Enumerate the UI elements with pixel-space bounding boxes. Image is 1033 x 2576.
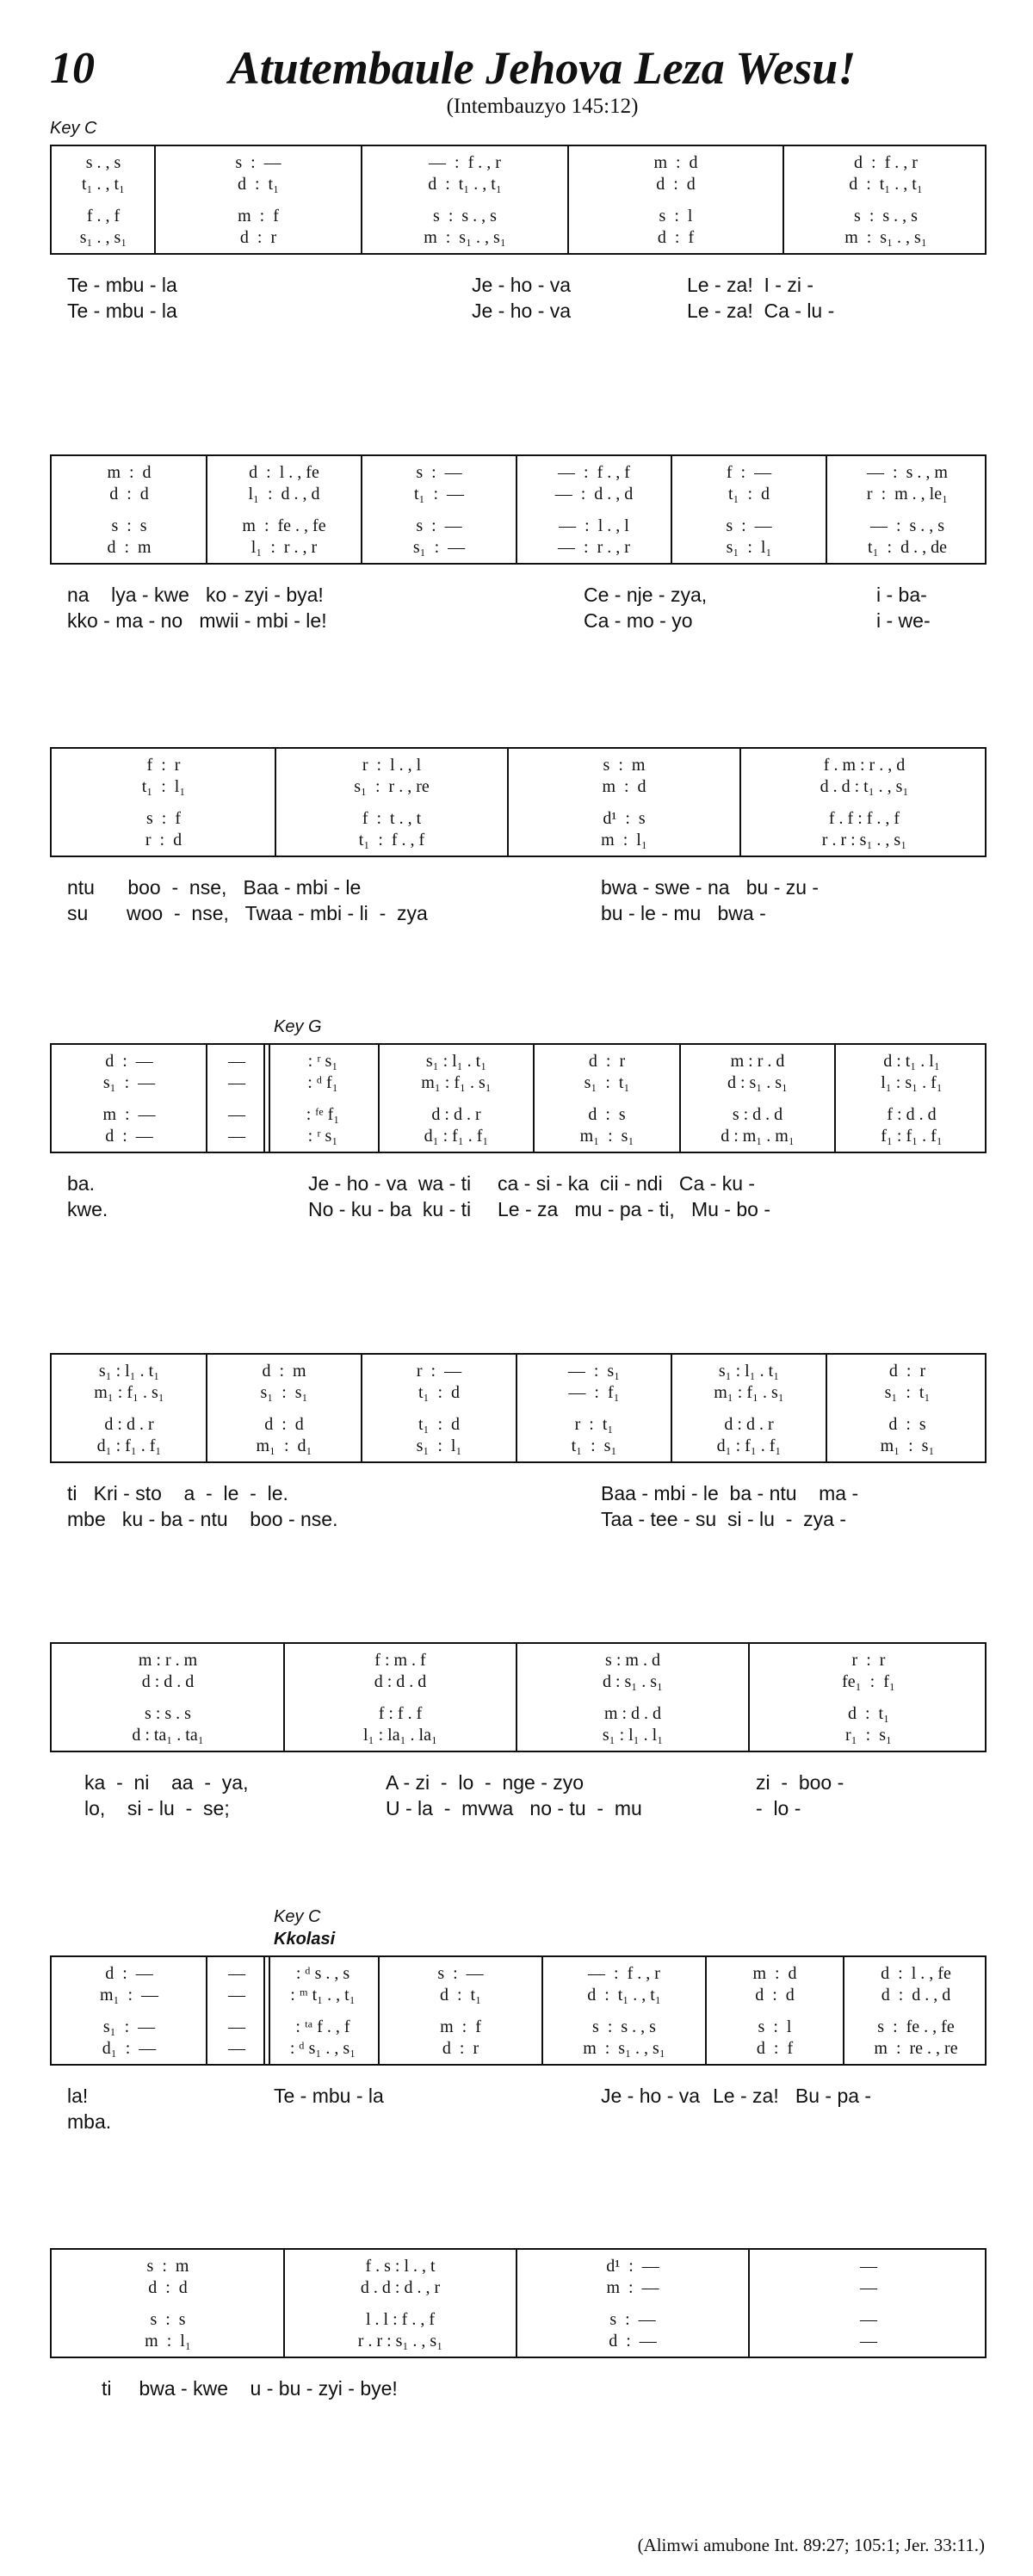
solfa-voice-line: d : — <box>105 1127 153 1146</box>
solfa-voice-line: l₁ : d . , d <box>248 485 320 503</box>
measure <box>508 749 740 856</box>
solfa-voice-line: d : m <box>107 538 152 557</box>
solfa-voice-line: d : s₁ . s₁ <box>727 1073 789 1092</box>
lyric-phrase: Baa - mbi - le ba - ntu ma - <box>601 1482 859 1504</box>
lyric-phrase: ca - si - ka cii - ndi Ca - ku - <box>498 1172 756 1195</box>
solfa-voice-line: f . f : f . , f <box>828 809 900 828</box>
solfa-voice-line: d : r <box>239 228 277 247</box>
lyrics-verse-1 <box>50 1172 987 1198</box>
lyric-phrase: i - ba- <box>876 584 927 606</box>
solfa-voice-line: d : — <box>609 2332 657 2351</box>
music-system <box>50 454 987 661</box>
solfa-voice-line: d : d . r <box>431 1105 481 1124</box>
measure <box>52 1957 207 2064</box>
solfa-voice-line: f . s : l . , t <box>365 2257 436 2276</box>
solfa-voice-line: s : s . , s <box>592 2017 656 2036</box>
solfa-voice-line: s : — <box>416 516 462 535</box>
solfa-voice-line: m : d <box>107 463 152 482</box>
solfa-voice-line: — : f . , r <box>588 1964 660 1983</box>
solfa-voice-line: — : f₁ <box>568 1383 620 1402</box>
music-system <box>50 2248 987 2455</box>
solfa-voice-line: — <box>228 1052 245 1071</box>
solfa-voice-line: : ʳ s₁ <box>307 1127 338 1146</box>
measure <box>379 1957 542 2064</box>
solfa-voice-line: : ᵈ s . , s <box>295 1964 350 1983</box>
solfa-voice-line: m₁ : f₁ . s₁ <box>421 1073 492 1092</box>
lyric-phrase: i - we- <box>876 609 931 632</box>
solfa-voice-line: d¹ : — <box>606 2257 659 2276</box>
lyric-phrase: Je - ho - va wa - ti <box>308 1172 472 1195</box>
solfa-voice-line: : ᵈ f₁ <box>307 1073 338 1092</box>
notation-staff <box>50 1642 987 1752</box>
measure <box>207 1957 267 2064</box>
solfa-voice-line: l₁ : la₁ . la₁ <box>363 1726 437 1745</box>
solfa-voice-line: f₁ : f₁ . f₁ <box>881 1127 943 1146</box>
measure <box>568 146 783 253</box>
solfa-voice-line: — <box>860 2332 877 2351</box>
solfa-voice-line: m : l₁ <box>601 831 647 849</box>
solfa-voice-line: m₁ : s₁ <box>579 1127 634 1146</box>
measure <box>275 749 508 856</box>
measure <box>749 1644 988 1751</box>
solfa-voice-line: s : s . , s <box>854 207 918 225</box>
measure <box>783 146 988 253</box>
lyrics-verse-1 <box>50 584 987 609</box>
lyrics-verse-2 <box>50 1508 987 1534</box>
lyric-phrase: su woo - nse, Twaa - mbi - li - zya <box>67 902 428 924</box>
measure <box>207 456 362 563</box>
solfa-voice-line: t₁ : d . , de <box>868 538 947 557</box>
solfa-voice-line: f . , f <box>86 207 121 225</box>
measure <box>267 1045 379 1152</box>
measure <box>52 1355 207 1461</box>
solfa-voice-line: d : d <box>755 1986 795 2005</box>
measure <box>267 1957 379 2064</box>
solfa-voice-line: m : r . d <box>730 1052 785 1071</box>
lyric-phrase: Je - ho - va <box>472 274 572 296</box>
solfa-voice-line: s : l <box>758 2017 792 2036</box>
solfa-voice-line: m₁ : f₁ . s₁ <box>94 1383 164 1402</box>
lyric-phrase: ti bwa - kwe u - bu - zyi - bye! <box>102 2377 398 2400</box>
solfa-voice-line: t₁ : s₁ <box>571 1436 617 1455</box>
solfa-voice-line: d : t₁ . , t₁ <box>428 175 502 194</box>
song-scripture-reference: (Intembauzyo 145:12) <box>446 95 639 118</box>
solfa-voice-line: d : t₁ . l₁ <box>883 1052 940 1071</box>
lyric-phrase: Te - mbu - la <box>274 2085 384 2107</box>
solfa-voice-line: m : f <box>238 207 279 225</box>
solfa-voice-line: d : t₁ <box>847 1704 890 1723</box>
solfa-voice-line: s₁ : — <box>412 538 466 557</box>
solfa-voice-line: s₁ : s₁ <box>260 1383 308 1402</box>
measure <box>207 1355 362 1461</box>
lyric-phrase: bu - le - mu bwa - <box>601 902 766 924</box>
solfa-voice-line: s : — <box>437 1964 484 1983</box>
solfa-voice-line: r : r <box>851 1651 886 1670</box>
measure <box>284 2250 516 2357</box>
solfa-voice-line: — : s . , m <box>867 463 948 482</box>
solfa-voice-line: d : d <box>109 485 149 503</box>
measure <box>749 2250 988 2357</box>
solfa-voice-line: r₁ : s₁ <box>845 1726 892 1745</box>
solfa-voice-line: m : d <box>752 1964 797 1983</box>
solfa-voice-line: — <box>228 1986 245 2005</box>
solfa-voice-line: d : r <box>888 1362 926 1381</box>
solfa-voice-line: s : m <box>146 2257 189 2276</box>
measure <box>680 1045 835 1152</box>
solfa-voice-line: m : d . d <box>603 1704 662 1723</box>
notation-staff <box>50 1955 987 2066</box>
section-label: Kkolasi <box>274 1930 336 1949</box>
solfa-voice-line: — : r . , r <box>558 538 630 557</box>
solfa-voice-line: s : — <box>726 516 772 535</box>
solfa-voice-line: t₁ : f . , f <box>358 831 425 849</box>
measure <box>52 146 155 253</box>
lyric-phrase: Te - mbu - la <box>67 300 177 322</box>
solfa-voice-line: s₁ : l₁ . t₁ <box>425 1052 487 1071</box>
music-system <box>50 1907 987 2162</box>
solfa-voice-line: : ᶠᵉ f₁ <box>306 1105 340 1124</box>
measure <box>826 456 988 563</box>
song-number: 10 <box>50 44 95 93</box>
solfa-voice-line: r . r : s₁ . , s₁ <box>357 2332 443 2351</box>
lyrics-verse-1 <box>50 2377 987 2403</box>
solfa-voice-line: s₁ . , s₁ <box>79 228 127 247</box>
solfa-voice-line: d₁ : f₁ . f₁ <box>424 1127 489 1146</box>
lyric-phrase: Ce - nje - zya, <box>584 584 708 606</box>
measure <box>52 456 207 563</box>
solfa-voice-line: d : l . , fe <box>881 1964 951 1983</box>
measure <box>671 1355 826 1461</box>
solfa-voice-line: t₁ : d <box>418 1383 461 1402</box>
solfa-voice-line: d : d <box>656 175 696 194</box>
solfa-voice-line: f : r <box>146 756 181 775</box>
solfa-voice-line: : ᵈ s₁ . , s₁ <box>289 2039 356 2058</box>
solfa-voice-line: d : f <box>657 228 695 247</box>
solfa-voice-line: : ᵐ t₁ . , t₁ <box>290 1986 356 2005</box>
solfa-voice-line: m₁ : s₁ <box>880 1436 935 1455</box>
solfa-voice-line: d : t₁ . , t₁ <box>849 175 923 194</box>
measure <box>534 1045 680 1152</box>
solfa-voice-line: f : — <box>726 463 772 482</box>
solfa-voice-line: f : m . f <box>374 1651 426 1670</box>
solfa-voice-line: — : s . , s <box>869 516 945 535</box>
solfa-voice-line: t₁ : l₁ <box>141 777 186 796</box>
key-signature-label: Key C <box>274 1907 321 1926</box>
lyrics-verse-1 <box>50 876 987 902</box>
solfa-voice-line: s₁ : — <box>102 1073 156 1092</box>
lyrics-verse-2 <box>50 300 987 325</box>
lyric-phrase: No - ku - ba ku - ti <box>308 1198 472 1220</box>
measure <box>52 1045 207 1152</box>
solfa-voice-line: d : l . , fe <box>249 463 319 482</box>
solfa-voice-line: s : s <box>150 2310 186 2329</box>
measure <box>835 1045 988 1152</box>
measure <box>826 1355 988 1461</box>
solfa-voice-line: r : l . , l <box>362 756 422 775</box>
song-header <box>0 0 1033 120</box>
solfa-voice-line: d : s₁ . s₁ <box>602 1672 664 1691</box>
solfa-voice-line: d : ta₁ . ta₁ <box>132 1726 204 1745</box>
solfa-voice-line: fe₁ : f₁ <box>842 1672 895 1691</box>
solfa-voice-line: f : f . f <box>378 1704 423 1723</box>
lyric-phrase: la! <box>67 2085 89 2107</box>
solfa-voice-line: m : s₁ . , s₁ <box>424 228 506 247</box>
solfa-voice-line: s . , s <box>85 153 121 172</box>
solfa-voice-line: m : s₁ . , s₁ <box>844 228 927 247</box>
lyric-phrase: Le - za! Ca - lu - <box>687 300 835 322</box>
solfa-voice-line: d : — <box>105 1052 153 1071</box>
lyrics-verse-2 <box>50 2110 987 2136</box>
lyrics-verse-1 <box>50 1771 987 1797</box>
solfa-voice-line: f . m : r . , d <box>823 756 906 775</box>
lyric-phrase: Je - ho - va <box>472 300 572 322</box>
measure <box>362 1355 516 1461</box>
lyric-phrase: Je - ho - va <box>601 2085 701 2107</box>
solfa-voice-line: — <box>860 2310 877 2329</box>
solfa-voice-line: — <box>228 1964 245 1983</box>
measure <box>542 1957 706 2064</box>
lyrics-verse-2 <box>50 902 987 928</box>
solfa-voice-line: d₁ : — <box>102 2039 157 2058</box>
solfa-voice-line: s₁ : l₁ . t₁ <box>718 1362 780 1381</box>
solfa-voice-line: d₁ : f₁ . f₁ <box>716 1436 782 1455</box>
measure <box>52 2250 284 2357</box>
lyric-phrase: Taa - tee - su si - lu - zya - <box>601 1508 847 1530</box>
solfa-voice-line: s₁ : t₁ <box>584 1073 630 1092</box>
solfa-voice-line: d : d . d <box>374 1672 427 1691</box>
solfa-voice-line: m : — <box>102 1105 156 1124</box>
solfa-voice-line: d₁ : f₁ . f₁ <box>96 1436 162 1455</box>
solfa-voice-line: l₁ : s₁ . f₁ <box>881 1073 943 1092</box>
solfa-voice-line: r . r : s₁ . , s₁ <box>821 831 907 849</box>
measure <box>207 1045 267 1152</box>
measure <box>740 749 988 856</box>
solfa-voice-line: m : l₁ <box>145 2332 191 2351</box>
solfa-voice-line: m₁ : f₁ . s₁ <box>714 1383 784 1402</box>
solfa-voice-line: d : d <box>264 1415 304 1434</box>
solfa-voice-line: s₁ : l₁ <box>726 538 772 557</box>
lyric-phrase: ntu boo - nse, Baa - mbi - le <box>67 876 362 899</box>
notation-staff <box>50 454 987 565</box>
lyrics-verse-1 <box>50 274 987 300</box>
music-system <box>50 747 987 954</box>
solfa-voice-line: d : s <box>588 1105 626 1124</box>
measure <box>516 1644 749 1751</box>
notation-staff <box>50 145 987 255</box>
solfa-voice-line: — <box>228 1127 245 1146</box>
solfa-voice-line: r : m . , le₁ <box>866 485 949 503</box>
solfa-voice-line: d : s <box>888 1415 926 1434</box>
measure <box>516 1355 671 1461</box>
solfa-voice-line: l . l : f . , f <box>366 2310 435 2329</box>
lyric-phrase: U - la - mvwa no - tu - mu <box>386 1797 642 1819</box>
measure <box>516 456 671 563</box>
solfa-voice-line: r : d <box>145 831 182 849</box>
lyric-phrase: kwe. <box>67 1198 108 1220</box>
solfa-voice-line: m₁ : — <box>99 1986 159 2005</box>
solfa-voice-line: : ʳ s₁ <box>307 1052 338 1071</box>
solfa-voice-line: d : d . r <box>724 1415 774 1434</box>
lyric-phrase: mba. <box>67 2110 112 2133</box>
lyric-phrase: ba. <box>67 1172 95 1195</box>
solfa-voice-line: — : d . , d <box>554 485 634 503</box>
solfa-voice-line: s : s . , s <box>433 207 497 225</box>
solfa-voice-line: m : f <box>440 2017 481 2036</box>
solfa-voice-line: m : re . , re <box>874 2039 958 2058</box>
solfa-voice-line: f : t . , t <box>362 809 422 828</box>
solfa-voice-line: m : — <box>606 2278 659 2297</box>
lyric-phrase: Ca - mo - yo <box>584 609 693 632</box>
solfa-voice-line: s : fe . , fe <box>877 2017 955 2036</box>
measure <box>155 146 362 253</box>
solfa-voice-line: s₁ : l₁ . t₁ <box>98 1362 160 1381</box>
solfa-voice-line: s₁ : — <box>102 2017 156 2036</box>
solfa-voice-line: s₁ : t₁ <box>884 1383 931 1402</box>
lyric-phrase: ka - ni aa - ya, <box>84 1771 249 1794</box>
lyric-phrase: Le - za mu - pa - ti, Mu - bo - <box>498 1198 770 1220</box>
solfa-voice-line: f : d . d <box>887 1105 937 1124</box>
solfa-voice-line: m : d <box>602 777 646 796</box>
solfa-voice-line: d : t₁ <box>237 175 280 194</box>
solfa-voice-line: d : d . , d <box>881 1986 951 2005</box>
solfa-voice-line: d : — <box>105 1964 153 1983</box>
solfa-voice-line: d : t₁ <box>439 1986 482 2005</box>
solfa-voice-line: d : d . d <box>141 1672 195 1691</box>
lyrics-verse-1 <box>50 1482 987 1508</box>
solfa-voice-line: s : — <box>609 2310 656 2329</box>
solfa-voice-line: s₁ : r . , re <box>354 777 430 796</box>
solfa-voice-line: s : f <box>146 809 181 828</box>
key-signature-label: Key G <box>274 1017 322 1036</box>
lyric-phrase: ti Kri - sto a - le - le. <box>67 1482 288 1504</box>
solfa-voice-line: d : d <box>148 2278 188 2297</box>
measure <box>844 1957 988 2064</box>
solfa-voice-line: s : l <box>659 207 693 225</box>
measure <box>52 749 275 856</box>
solfa-voice-line: s : m <box>603 756 646 775</box>
lyric-phrase: A - zi - lo - nge - zyo <box>386 1771 585 1794</box>
lyrics-verse-2 <box>50 609 987 635</box>
solfa-voice-line: d : r <box>442 2039 479 2058</box>
solfa-voice-line: t₁ : d <box>727 485 770 503</box>
solfa-voice-line: — : f . , f <box>558 463 630 482</box>
lyric-phrase: Te - mbu - la <box>67 274 177 296</box>
solfa-voice-line: s : m . d <box>605 1651 660 1670</box>
solfa-voice-line: t₁ . , t₁ <box>81 175 126 194</box>
solfa-voice-line: t₁ : — <box>413 485 465 503</box>
notation-staff <box>50 747 987 857</box>
lyric-phrase: - lo - <box>756 1797 801 1819</box>
solfa-voice-line: d¹ : s <box>603 809 646 828</box>
solfa-voice-line: — : f . , r <box>429 153 501 172</box>
solfa-voice-line: d : m <box>262 1362 306 1381</box>
measure <box>362 456 516 563</box>
solfa-voice-line: d : r <box>588 1052 626 1071</box>
lyric-phrase: bwa - swe - na bu - zu - <box>601 876 820 899</box>
notation-staff <box>50 1043 987 1153</box>
solfa-voice-line: s₁ : l₁ <box>416 1436 462 1455</box>
measure <box>362 146 568 253</box>
solfa-voice-line: — <box>228 1105 245 1124</box>
solfa-voice-line: s : — <box>416 463 462 482</box>
solfa-voice-line: m : r . m <box>138 1651 198 1670</box>
key-signature-label: Key C <box>50 119 97 138</box>
notation-staff <box>50 2248 987 2358</box>
lyric-phrase: lo, si - lu - se; <box>84 1797 230 1819</box>
solfa-voice-line: s₁ : l₁ . l₁ <box>602 1726 664 1745</box>
notation-staff <box>50 1353 987 1463</box>
solfa-voice-line: — <box>860 2278 877 2297</box>
solfa-voice-line: m₁ : d₁ <box>256 1436 312 1455</box>
solfa-voice-line: m : fe . , fe <box>242 516 326 535</box>
lyric-phrase: Le - za! I - zi - <box>687 274 813 296</box>
solfa-voice-line: s : s <box>111 516 147 535</box>
music-system <box>50 1353 987 1560</box>
solfa-voice-line: l₁ : r . , r <box>251 538 318 557</box>
lyric-phrase: mbe ku - ba - ntu boo - nse. <box>67 1508 338 1530</box>
solfa-voice-line: — <box>228 2017 245 2036</box>
lyric-phrase: kko - ma - no mwii - mbi - le! <box>67 609 327 632</box>
solfa-voice-line: d : d . r <box>104 1415 154 1434</box>
lyrics-verse-1 <box>50 2085 987 2110</box>
music-system <box>50 1642 987 1849</box>
footer-references: (Alimwi amubone Int. 89:27; 105:1; Jer. 33:11.) <box>637 2535 985 2555</box>
measure <box>706 1957 844 2064</box>
lyric-phrase: zi - boo - <box>756 1771 844 1794</box>
lyrics-verse-2 <box>50 2403 987 2429</box>
solfa-voice-line: d . d : t₁ . , s₁ <box>820 777 909 796</box>
solfa-voice-line: — : s₁ <box>567 1362 621 1381</box>
solfa-voice-line: s : — <box>235 153 281 172</box>
solfa-voice-line: d . d : d . , r <box>360 2278 441 2297</box>
solfa-voice-line: s : s . s <box>145 1704 191 1723</box>
solfa-voice-line: — : l . , l <box>559 516 629 535</box>
solfa-voice-line: s : d . d <box>732 1105 783 1124</box>
lyrics-verse-2 <box>50 1198 987 1224</box>
solfa-voice-line: d : m₁ . m₁ <box>721 1127 795 1146</box>
lyrics-verse-2 <box>50 1797 987 1823</box>
music-system <box>50 1017 987 1250</box>
solfa-voice-line: r : — <box>416 1362 462 1381</box>
measure <box>671 456 826 563</box>
lyric-phrase: Le - za! Bu - pa - <box>713 2085 872 2107</box>
measure <box>284 1644 516 1751</box>
solfa-voice-line: : ᵗᵃ f . , f <box>295 2017 350 2036</box>
solfa-voice-line: r : t₁ <box>574 1415 614 1434</box>
measure <box>379 1045 534 1152</box>
music-system <box>50 119 987 351</box>
solfa-voice-line: d : f <box>756 2039 794 2058</box>
solfa-voice-line: d : t₁ . , t₁ <box>587 1986 661 2005</box>
solfa-voice-line: — <box>860 2257 877 2276</box>
solfa-voice-line: m : d <box>653 153 698 172</box>
solfa-voice-line: m : s₁ . , s₁ <box>583 2039 665 2058</box>
measure <box>516 2250 749 2357</box>
solfa-voice-line: d : f . , r <box>854 153 918 172</box>
song-title: Atutembaule Jehova Leza Wesu! <box>228 42 857 94</box>
measure <box>52 1644 284 1751</box>
solfa-voice-line: — <box>228 1073 245 1092</box>
solfa-voice-line: t₁ : d <box>418 1415 461 1434</box>
solfa-voice-line: — <box>228 2039 245 2058</box>
lyric-phrase: na lya - kwe ko - zyi - bya! <box>67 584 324 606</box>
